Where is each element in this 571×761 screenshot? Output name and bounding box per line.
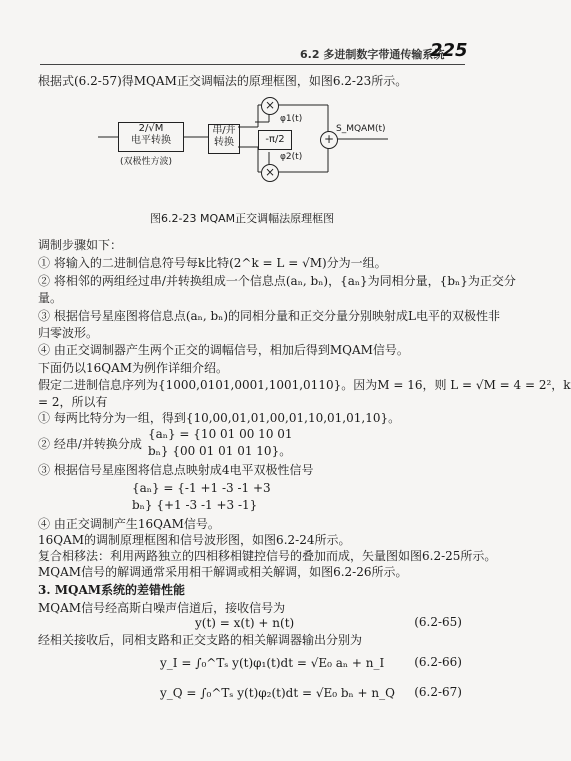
- step-1: ① 将输入的二进制信息符号每k比特(2^k = L = √M)分为一组。: [38, 256, 387, 270]
- intro-line: 根据式(6.2-57)得MQAM正交调幅法的原理框图，如图6.2-23所示。: [38, 74, 408, 88]
- level-matrix-row2: bₙ} {+1 -3 -1 +3 -1}: [132, 498, 258, 512]
- multiplier-bottom: ×: [261, 164, 279, 182]
- step-3b: 归零波形。: [38, 326, 99, 340]
- level-converter-box: [118, 122, 184, 152]
- example-3: ③ 根据信号星座图将信息点映射成4电平双极性信号: [38, 463, 314, 477]
- equation-66: y_I = ∫₀^Tₛ y(t)φ₁(t)dt = √E₀ aₙ + n_I: [160, 656, 385, 670]
- equation-65: y(t) = x(t) + n(t): [195, 616, 295, 630]
- sp-matrix-row1: {aₙ} = {10 01 00 10 01: [148, 427, 293, 441]
- sequence-line-a: 假定二进制信息序列为{1000,0101,0001,1001,0110}。因为M = 16，则 L = √M = 4 = 2²，k: [38, 378, 571, 392]
- section-3-p2: 经相关接收后，同相支路和正交支路的相关解调器输出分别为: [38, 633, 363, 647]
- step-4: ④ 由正交调制器产生两个正交的调幅信号，相加后得到MQAM信号。: [38, 343, 409, 357]
- steps-title: 调制步骤如下：: [38, 238, 123, 252]
- figure-caption: 图6.2-23 MQAM正交调幅法原理框图: [150, 212, 335, 225]
- step-2b: 量。: [38, 291, 63, 305]
- mqam-block-diagram: [98, 92, 388, 187]
- step-2a: ② 将相邻的两组经过串/并转换组成一个信息点(aₙ, bₙ)，{aₙ}为同相分量，{bₙ}为正交分: [38, 274, 516, 288]
- step-3a: ③ 根据信号星座图将信息点(aₙ, bₙ)的同相分量和正交分量分别映射成L电平的双极性非: [38, 309, 500, 323]
- equation-66-label: (6.2-66): [414, 655, 462, 669]
- example-4: ④ 由正交调制产生16QAM信号。: [38, 517, 220, 531]
- serial-parallel-box: [208, 124, 240, 154]
- bipolar-note: (双极性方波): [120, 157, 173, 167]
- sequence-line-b: = 2，所以有: [38, 395, 108, 409]
- equation-67-label: (6.2-67): [414, 685, 462, 699]
- demod-line: MQAM信号的解调通常采用相干解调或相关解调，如图6.2-26所示。: [38, 565, 408, 579]
- example-1: ① 每两比特分为一组，得到{10,00,01,01,00,01,10,01,01,10}。: [38, 411, 401, 425]
- waveform-line: 16QAM的调制原理框图和信号波形图，如图6.2-24所示。: [38, 533, 351, 547]
- header-rule: [40, 64, 465, 65]
- section-title: 6.2 多进制数字带通传输系统: [300, 48, 445, 61]
- level-converter-label: 2/√M 电平转换: [131, 123, 171, 146]
- output-label: S_MQAM(t): [336, 124, 386, 134]
- page-number: 225: [430, 40, 468, 61]
- example-intro: 下面仍以16QAM为例作详细介绍。: [38, 361, 229, 375]
- level-matrix-row1: {aₙ} = {-1 +1 -3 -1 +3: [132, 481, 271, 495]
- adder: +: [320, 131, 338, 149]
- equation-65-label: (6.2-65): [414, 615, 462, 629]
- phi2-label: φ2(t): [280, 152, 303, 162]
- phi1-label: φ1(t): [280, 114, 303, 124]
- section-3-p1: MQAM信号经高斯白噪声信道后，接收信号为: [38, 601, 286, 615]
- phase-shifter-label: -π/2: [265, 134, 285, 145]
- example-2-prefix: ② 经串/并转换分成: [38, 437, 142, 451]
- multiplier-top: ×: [261, 97, 279, 115]
- phase-shifter-box: [258, 130, 292, 150]
- serial-parallel-label: 串/并 转换: [212, 125, 236, 148]
- composite-phase-line: 复合相移法：利用两路独立的四相移相键控信号的叠加而成，矢量图如图6.2-25所示。: [38, 549, 497, 563]
- section-3-heading: 3. MQAM系统的差错性能: [38, 583, 186, 597]
- equation-67: y_Q = ∫₀^Tₛ y(t)φ₂(t)dt = √E₀ bₙ + n_Q: [160, 686, 395, 700]
- sp-matrix-row2: bₙ} {00 01 01 01 10}。: [148, 444, 292, 458]
